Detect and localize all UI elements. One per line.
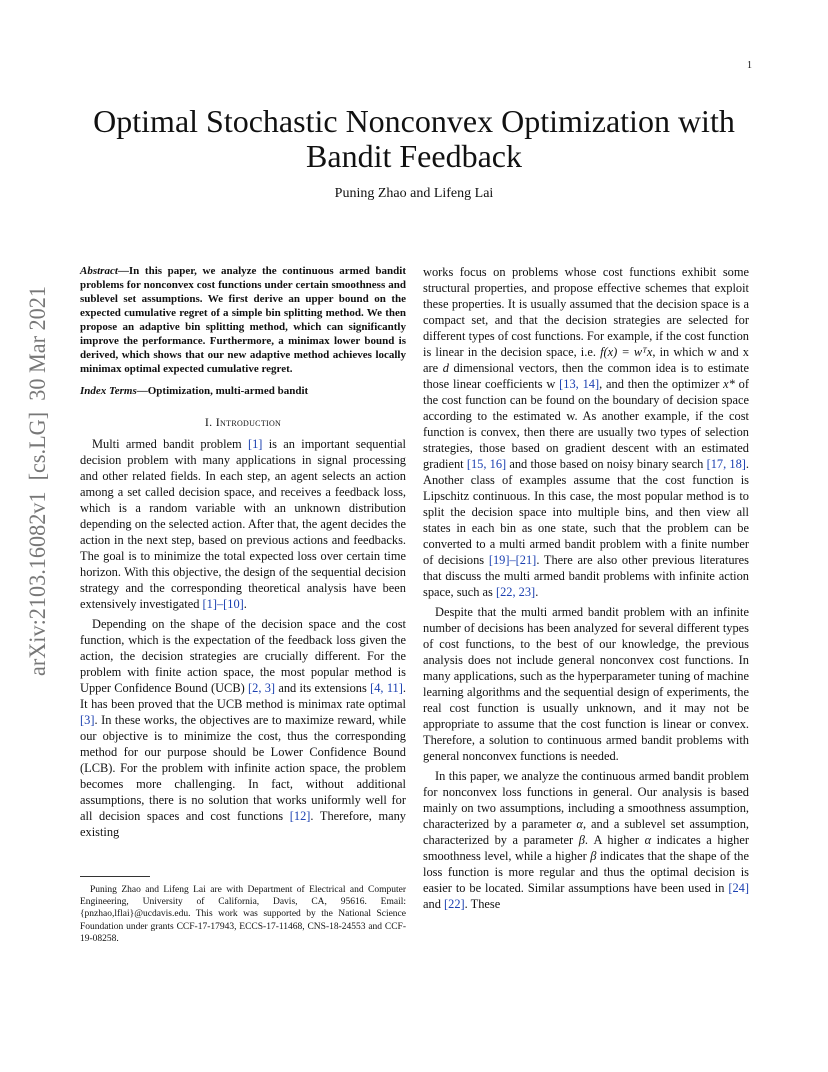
citation-link[interactable]: [1]–[10]: [202, 597, 244, 611]
left-body-text: [80, 436, 406, 840]
right-paragraph-1: works focus on problems whose cost functions exhibit some structural properties, and propose effective schemes that exploit these properties. It is usually assumed that the decision space is a compact set, and that the decision strategies are selected for different types of cost functions. For example, if the cost function is linear in the decision space, i.e. f(x) = wᵀx, in which w and x are d dimensional vectors, then the common idea is to estimate those linear coefficients w [13, 14], and then the optimizer x* of the cost function can be found on the boundary of decision space according to the estimated w. As another example, if the cost function is convex, then there are usually two types of selection strategies, those based on gradient descent with an estimated gradient [15, 16] and those based on noisy binary search [17, 18]. Another class of examples assume that the cost function is Lipschitz continuous. In this case, the most popular method is to split the decision space into multiple bins, and then view all states in each bin as one state, such that the problem can be converted to a multi armed bandit problem with a finite number of decisions [19]–[21]. There are also other previous literatures that discuss the multi armed bandit problems with infinite action space, such as [22, 23].: [423, 265, 750, 599]
index-terms-lead: Index Terms: [80, 385, 137, 397]
math-expression: α: [576, 817, 583, 831]
section-heading-introduction: I. Introduction: [204, 415, 282, 429]
citation-link[interactable]: [19]–[21]: [488, 553, 537, 567]
footnote-rule: [80, 876, 150, 877]
paper-authors: Puning Zhao and Lifeng Lai: [334, 186, 494, 201]
right-paragraph-2: Despite that the multi armed bandit problem with an infinite number of decisions has been analyzed for several different types of cost functions, to the best of our knowledge, the previous analysis does not include general nonconvex cost functions. In many applications, such as the hyperparameter tuning of machine learning algorithms and the sequential design of experiments, the real cost function is usually unknown, and it may not be appropriate to assume that the cost function is linear or convex. Therefore, a solution to continuous armed bandit problems with general nonconvex functions is needed.: [423, 605, 749, 763]
math-expression: d: [442, 361, 449, 375]
citation-link[interactable]: [15, 16]: [466, 457, 507, 471]
citation-link[interactable]: [1]: [247, 437, 263, 451]
paper-title: Optimal Stochastic Nonconvex Optimization with Bandit Feedback: [93, 103, 735, 174]
citation-link[interactable]: [2, 3]: [248, 681, 276, 695]
math-expression: α: [644, 833, 652, 847]
math-expression: β: [578, 833, 585, 847]
citation-link[interactable]: [17, 18]: [706, 457, 746, 471]
citation-link[interactable]: [3]: [80, 713, 95, 727]
citation-link[interactable]: [22, 23]: [495, 585, 536, 599]
abstract-lead: Abstract: [80, 265, 118, 277]
abstract: [80, 264, 406, 376]
page-number: 1: [747, 60, 752, 71]
math-expression: x*: [723, 377, 735, 391]
right-paragraph-3: In this paper, we analyze the continuous armed bandit problem for nonconvex loss functions in general. Our analysis is based mainly on two assumptions, including a smoothness assumption, characterized by a parameter α, and a sublevel set assumption, characterized by a parameter β. A higher α indicates a higher smoothness level, while a higher β indicates that the shape of the loss function is more regular and thus the optimal decision is easier to be located. Similar assumptions have been used in [24] and [22]. These: [423, 769, 749, 911]
left-paragraph-2: Depending on the shape of the decision space and the cost function, which is the expectation of the feedback loss given the action, the decision strategies are crucially different. For the problem with finite action space, the most popular method is Upper Confidence Bound (UCB) [2, 3] and its extensions [4, 11]. It has been proved that the UCB method is minimax rate optimal [3]. In these works, the objectives are to maximize reward, while our objective is to minimize the cost, thus the corresponding method for our purpose should be Lower Confidence Bound (LCB). For the problem with infinite action space, the problem becomes more challenging. In fact, without additional assumptions, there is no solution that works uniformly well for all decision spaces and cost functions [12]. Therefore, many existing: [80, 617, 406, 839]
abstract-text: —In this paper, we analyze the continuous armed bandit problems for nonconvex cost functions under certain smoothness and sublevel set assumptions. We first derive an upper bound on the expected cumulative regret of a simple bin splitting method. We then propose an adaptive bin splitting method, which can significantly improve the performance. Furthermore, a minimax lower bound is derived, which shows that our new adaptive method achieves locally minimax optimal expected cumulative regret.: [80, 265, 406, 375]
citation-link[interactable]: [12]: [289, 809, 311, 823]
citation-link[interactable]: [22]: [444, 897, 465, 911]
right-column: [423, 264, 749, 916]
left-column: [80, 264, 406, 844]
left-paragraph-1: Multi armed bandit problem [1] is an important sequential decision problem with many applications in signal processing and other related fields. In each step, an agent selects an action among a set called decision space, and receives a feedback loss, which is a random variable with an unknown distribution depending on the selected action. After that, the agent decides the action in the next step, based on previous actions and feedbacks. The goal is to minimize the total expected loss over certain time horizon. With this objective, the design of the sequential decision strategy and the corresponding theoretical analysis have been extensively investigated [1]–[10].: [80, 437, 406, 611]
index-terms-text: —Optimization, multi-armed bandit: [136, 385, 309, 397]
citation-link[interactable]: [4, 11]: [370, 681, 403, 695]
math-expression: f(x) = wᵀx: [600, 345, 653, 359]
arxiv-identifier-text: arXiv:2103.16082v1 [cs.LG] 30 Mar 2021: [25, 284, 50, 676]
citation-link[interactable]: [24]: [728, 881, 749, 895]
footnote: Puning Zhao and Lifeng Lai are with Department of Electrical and Computer Engineering, University of California, Davis, CA, 95616. Email: {pnzhao,lflai}@ucdavis.edu. This work was supported by the National Science Foundation under grants CCF-17-17943, ECCS-17-11468, CNS-18-24553 and CCF-19-08258.: [80, 885, 406, 944]
index-terms: [80, 384, 406, 398]
math-expression: β: [590, 849, 597, 863]
arxiv-identifier-stamp: [12, 284, 58, 676]
citation-link[interactable]: [13, 14]: [559, 377, 600, 391]
right-body-text: [423, 264, 749, 912]
